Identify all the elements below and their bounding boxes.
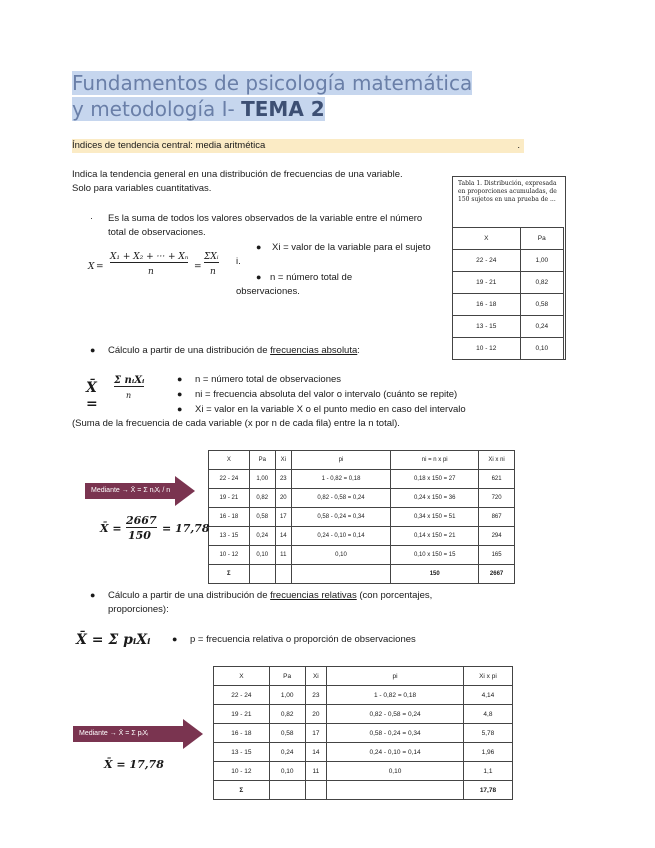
result-relative: X̄ = 17,78: [104, 758, 164, 771]
table-cell: 0,10: [520, 338, 563, 360]
table-cell: 17,78: [463, 781, 512, 800]
table-cell: [291, 565, 391, 584]
bullet-xi: ●: [256, 242, 262, 252]
table-cell: 10 - 12: [214, 762, 270, 781]
table-cell: 13 - 15: [453, 316, 521, 338]
bullet-n: ●: [256, 272, 262, 282]
table-header: Pa: [520, 228, 563, 250]
section-relative-heading: Cálculo a partir de una distribución de frecuencias relativas (con porcentajes, proporciones):: [108, 590, 433, 615]
table-cell: 0,10: [291, 546, 391, 565]
table-cell: 0,58 - 0,24 = 0,34: [291, 508, 391, 527]
table-cell: Σ: [214, 781, 270, 800]
table-cell: 0,14 x 150 = 21: [391, 527, 479, 546]
table-cell: 0,58: [249, 508, 275, 527]
table-cell: [327, 781, 464, 800]
table-cell: 22 - 24: [453, 250, 521, 272]
table-cell: 0,58 - 0,24 = 0,34: [327, 724, 464, 743]
bullet: ●: [177, 389, 183, 399]
intro-text: Indica la tendencia general en una distribución de frecuencias de una variable. Solo para variables cuantitativas.: [72, 169, 403, 194]
title-line-2: y metodología I-: [72, 97, 242, 121]
table-cell: 19 - 21: [453, 272, 521, 294]
table-cell: 11: [275, 546, 291, 565]
table-cell: 0,24: [249, 527, 275, 546]
table-cell: 0,82: [269, 705, 305, 724]
table-cell: 22 - 24: [209, 470, 250, 489]
table-cell: 0,10: [269, 762, 305, 781]
table-cell: 1,00: [520, 250, 563, 272]
table-cell: 0,58: [269, 724, 305, 743]
table-cell: 0,34 x 150 = 51: [391, 508, 479, 527]
link-frecuencias-absoluta: frecuencias absoluta: [270, 345, 358, 356]
table-header: X: [453, 228, 521, 250]
table-cell: 14: [275, 527, 291, 546]
table-1: [452, 176, 566, 360]
table-cell: 0,24 - 0,10 = 0,14: [291, 527, 391, 546]
note-xi: Xi = valor de la variable para el sujeto i.: [236, 242, 431, 267]
table-cell: [249, 565, 275, 584]
table-cell: 10 - 12: [209, 546, 250, 565]
note-n: n = número total de observaciones.: [236, 272, 353, 297]
table-cell: Σ: [209, 565, 250, 584]
table-cell: 23: [305, 686, 327, 705]
table-header: Xi: [305, 667, 327, 686]
table-header: X: [209, 451, 250, 470]
table-cell: 294: [479, 527, 515, 546]
formula2-explanation: (Suma de la frecuencia de cada variable (x por n de cada fila) entre la n total).: [72, 418, 400, 429]
note-p: p = frecuencia relativa o proporción de observaciones: [190, 634, 416, 645]
table-cell: 5,78: [463, 724, 512, 743]
section-absolute-heading: Cálculo a partir de una distribución de frecuencias absoluta:: [108, 345, 360, 356]
page-title: [72, 70, 472, 122]
table-cell: 0,24 - 0,10 = 0,14: [327, 743, 464, 762]
table-header: pi: [291, 451, 391, 470]
table-header: Xi x ni: [479, 451, 515, 470]
table-cell: 0,10: [249, 546, 275, 565]
table-cell: 10 - 12: [453, 338, 521, 360]
table-header: Xi: [275, 451, 291, 470]
table-cell: [305, 781, 327, 800]
subtitle-text: Índices de tendencia central: media aritmética: [72, 140, 266, 151]
title-tema: TEMA 2: [241, 97, 325, 121]
bullet-dash: ·: [90, 213, 93, 223]
bullet: ●: [177, 374, 183, 384]
table-header: X: [214, 667, 270, 686]
table-cell: 11: [305, 762, 327, 781]
table-cell: 16 - 18: [214, 724, 270, 743]
arrow-absolute: Mediante → X̄ = Σ nᵢXᵢ / n: [85, 476, 195, 506]
note-n-total: n = número total de observaciones: [195, 374, 342, 385]
table-cell: 1,00: [269, 686, 305, 705]
table-cell: 22 - 24: [214, 686, 270, 705]
table-cell: 165: [479, 546, 515, 565]
table-cell: 4,8: [463, 705, 512, 724]
table-cell: 16 - 18: [209, 508, 250, 527]
table-cell: 1,96: [463, 743, 512, 762]
table-cell: 0,82: [249, 489, 275, 508]
table-header: pi: [327, 667, 464, 686]
note-xi-value: Xi = valor en la variable X o el punto medio en caso del intervalo: [195, 404, 466, 415]
table-header: Pa: [269, 667, 305, 686]
table-cell: 621: [479, 470, 515, 489]
table-1-caption: Tabla 1. Distribución, expresada en proporciones acumuladas, de 150 sujetos en una prueba de ...: [458, 180, 557, 203]
table-2: [208, 450, 515, 584]
table-cell: 4,14: [463, 686, 512, 705]
table-cell: 0,24: [520, 316, 563, 338]
table-cell: 0,10 x 150 = 15: [391, 546, 479, 565]
table-cell: 23: [275, 470, 291, 489]
table-cell: 0,82 - 0,58 = 0,24: [291, 489, 391, 508]
table-cell: 1 - 0,82 = 0,18: [291, 470, 391, 489]
table-cell: 19 - 21: [209, 489, 250, 508]
table-cell: 17: [275, 508, 291, 527]
bullet: ●: [172, 634, 178, 644]
table-cell: 0,18 x 150 = 27: [391, 470, 479, 489]
table-header: Pa: [249, 451, 275, 470]
table-cell: 150: [391, 565, 479, 584]
definition-text: Es la suma de todos los valores observados de la variable entre el número total de observaciones.: [108, 213, 423, 238]
formula-mean-relative: X̄ = Σ pᵢXᵢ: [76, 632, 151, 648]
arrow-relative: Mediante → X̄ = Σ pᵢXᵢ: [73, 719, 203, 749]
table-cell: 20: [275, 489, 291, 508]
table-cell: 13 - 15: [214, 743, 270, 762]
table-cell: 0,82: [520, 272, 563, 294]
table-cell: 867: [479, 508, 515, 527]
bullet-section2: ●: [90, 345, 96, 355]
table-cell: 720: [479, 489, 515, 508]
title-line-1: Fundamentos de psicología matemática: [72, 71, 473, 95]
table-cell: 0,24: [269, 743, 305, 762]
bullet-section3: ●: [90, 590, 96, 600]
table-cell: 1,1: [463, 762, 512, 781]
table-cell: 1 - 0,82 = 0,18: [327, 686, 464, 705]
table-cell: [269, 781, 305, 800]
table-cell: [275, 565, 291, 584]
table-cell: 0,58: [520, 294, 563, 316]
table-cell: 20: [305, 705, 327, 724]
table-1-grid: [452, 227, 564, 360]
table-cell: 0,24 x 150 = 36: [391, 489, 479, 508]
table-3: [213, 666, 513, 800]
subtitle: Índices de tendencia central: media aritmética .: [72, 139, 524, 153]
table-cell: 0,82 - 0,58 = 0,24: [327, 705, 464, 724]
table-cell: 14: [305, 743, 327, 762]
table-cell: 1,00: [249, 470, 275, 489]
note-ni: ni = frecuencia absoluta del valor o intervalo (cuánto se repite): [195, 389, 458, 400]
table-header: ni = n x pi: [391, 451, 479, 470]
table-cell: 0,10: [327, 762, 464, 781]
link-frecuencias-relativas: frecuencias relativas: [270, 590, 357, 601]
table-cell: 19 - 21: [214, 705, 270, 724]
table-cell: 13 - 15: [209, 527, 250, 546]
table-cell: 17: [305, 724, 327, 743]
table-header: Xi x pi: [463, 667, 512, 686]
table-cell: 16 - 18: [453, 294, 521, 316]
bullet: ●: [177, 404, 183, 414]
table-cell: 2667: [479, 565, 515, 584]
